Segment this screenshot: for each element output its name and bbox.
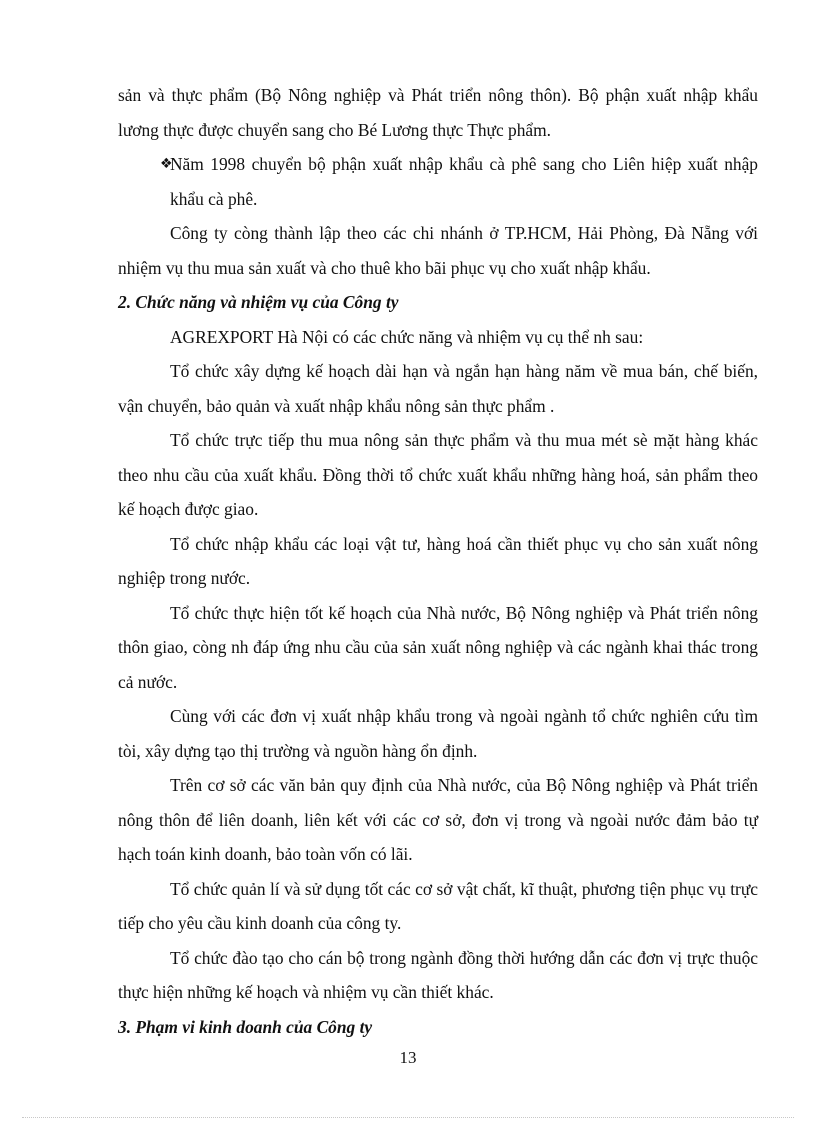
- diamond-bullet-icon: ❖: [160, 156, 173, 172]
- page-bottom-divider: [22, 1117, 794, 1118]
- paragraph-function-planning: Tổ chức xây dựng kế hoạch dài hạn và ngắn hạn hàng năm về mua bán, chế biến, vận chuyển, bảo quản và xuất nhập khẩu nông sản thực phẩm .: [118, 361, 758, 416]
- page-number: 13: [399, 1048, 417, 1067]
- section-heading-business-scope: 3. Phạm vi kinh doanh của Công ty: [118, 1016, 373, 1037]
- paragraph-branches: Công ty còng thành lập theo các chi nhánh ở TP.HCM, Hải Phòng, Đà Nẵng với nhiệm vụ thu mua sản xuất và cho thuê kho bãi phục vụ cho xuất nhập khẩu.: [118, 223, 758, 278]
- paragraph-function-state-plan: Tổ chức thực hiện tốt kế hoạch của Nhà nước, Bộ Nông nghiệp và Phát triển nông thôn giao, còng nh đáp ứng nhu cầu của sản xuất nông nghiệp và các ngành khai thác trong cả nước.: [118, 602, 758, 692]
- paragraph-continuation: sản và thực phẩm (Bộ Nông nghiệp và Phát triển nông thôn). Bộ phận xuất nhập khẩu lương thực được chuyển sang cho Bé Lương thực Thực phẩm.: [118, 85, 758, 140]
- paragraph-function-joint-venture: Trên cơ sở các văn bản quy định của Nhà nước, của Bộ Nông nghiệp và Phát triển nông thôn để liên doanh, liên kết với các cơ sở, đơn vị trong và ngoài nước đảm bảo tự hạch toán kinh doanh, bảo toàn vốn có lãi.: [118, 775, 758, 864]
- paragraph-function-import: Tổ chức nhập khẩu các loại vật tư, hàng hoá cần thiết phục vụ cho sản xuất nông nghiệp trong nước.: [118, 533, 758, 588]
- bullet-item-text: Năm 1998 chuyển bộ phận xuất nhập khẩu cà phê sang cho Liên hiệp xuất nhập khẩu cà phê.: [170, 154, 758, 209]
- paragraph-intro-functions: AGREXPORT Hà Nội có các chức năng và nhiệm vụ cụ thể nh sau:: [170, 326, 644, 347]
- paragraph-function-facilities: Tổ chức quản lí và sử dụng tốt các cơ sở vật chất, kĩ thuật, phương tiện phục vụ trực tiếp cho yêu cầu kinh doanh của công ty.: [118, 878, 758, 933]
- section-heading-functions: 2. Chức năng và nhiệm vụ của Công ty: [118, 292, 399, 312]
- bullet-item: [118, 147, 758, 216]
- page-body: [118, 78, 758, 1044]
- paragraph-function-research: Cùng với các đơn vị xuất nhập khẩu trong và ngoài ngành tổ chức nghiên cứu tìm tòi, xây dựng tạo thị trường và nguồn hàng ổn định.: [118, 706, 758, 761]
- paragraph-function-purchasing: Tổ chức trực tiếp thu mua nông sản thực phẩm và thu mua mét sè mặt hàng khác theo nhu cầu của xuất khẩu. Đồng thời tổ chức xuất khẩu những hàng hoá, sản phẩm theo kế hoạch được giao.: [118, 430, 758, 519]
- paragraph-function-training: Tổ chức đào tạo cho cán bộ trong ngành đồng thời hướng dẫn các đơn vị trực thuộc thực hiện những kế hoạch và nhiệm vụ cần thiết khác.: [118, 947, 758, 1002]
